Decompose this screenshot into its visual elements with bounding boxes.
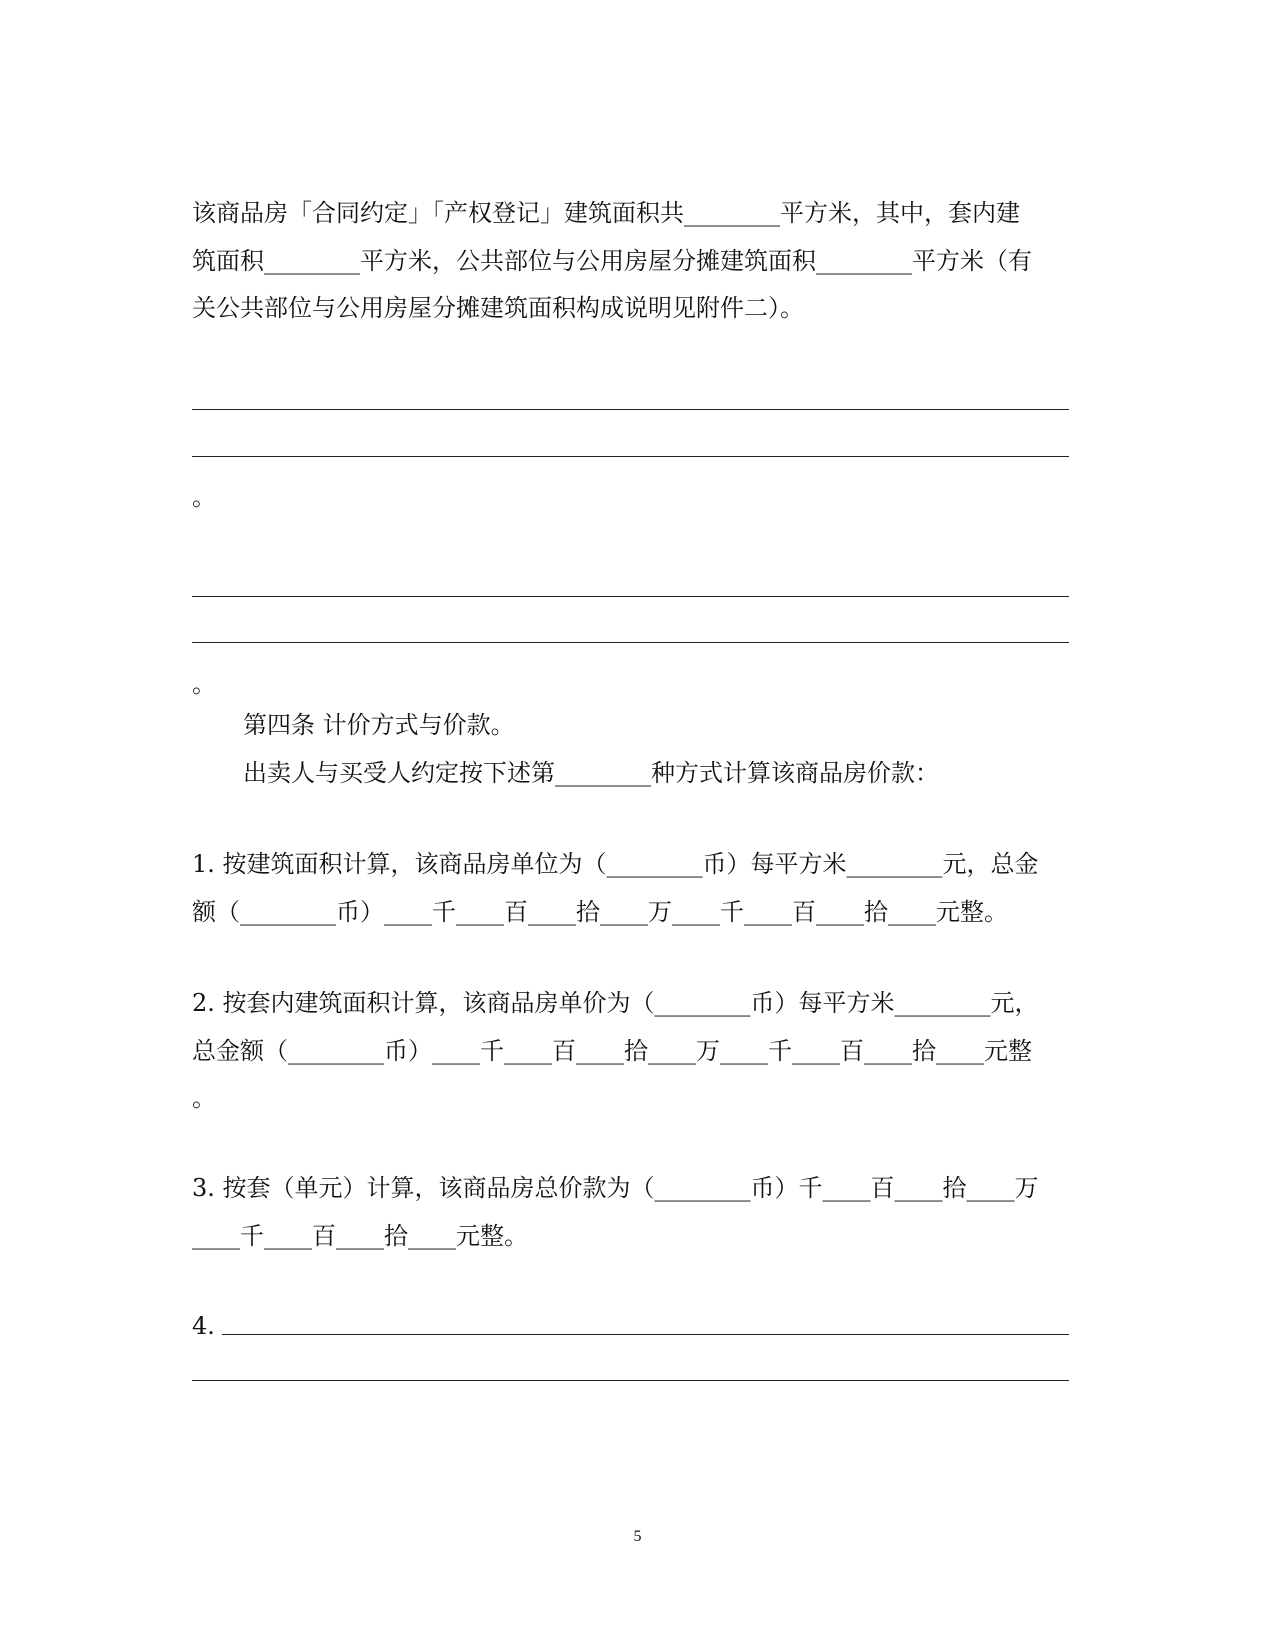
option-4-fill-rule	[192, 1380, 1069, 1381]
option-3-line-1-text: 3. 按套（单元）计算，该商品房总价款为（________币）千____百____拾____万	[192, 1174, 1039, 1202]
page-number: 5	[633, 1528, 642, 1545]
area-line-2	[192, 245, 1069, 277]
end-mark: 。	[192, 483, 216, 511]
option-1-line-1	[192, 848, 1069, 880]
blank-fill-rule	[192, 409, 1069, 410]
blank-fill-rule	[192, 456, 1069, 457]
option-4-fill-rule	[222, 1334, 1069, 1335]
blank-section-1-end	[192, 481, 1069, 513]
area-line-1	[192, 197, 1069, 229]
article-heading-text: 第四条 计价方式与价款。	[243, 711, 515, 739]
option-2-line-1	[192, 987, 1069, 1019]
option-2-line-3	[192, 1082, 1069, 1114]
area-line-3	[192, 292, 1069, 324]
area-line-1-text: 该商品房「合同约定」「产权登记」建筑面积共________平方米，其中，套内建	[192, 199, 1020, 227]
option-3-line-1	[192, 1172, 1069, 1204]
end-mark: 。	[192, 670, 216, 698]
option-2-line-1-text: 2. 按套内建筑面积计算，该商品房单价为（________币）每平方米________元，	[192, 989, 1039, 1017]
area-line-3-text: 关公共部位与公用房屋分摊建筑面积构成说明见附件二）。	[192, 294, 804, 322]
option-3-line-2	[192, 1220, 1069, 1252]
area-line-2-text: 筑面积________平方米，公共部位与公用房屋分摊建筑面积________平方米（有	[192, 247, 1032, 275]
option-1-line-2-text: 额（________币）____千____百____拾____万____千____百____拾____元整。	[192, 898, 1008, 926]
option-3-line-2-text: ____千____百____拾____元整。	[192, 1222, 528, 1250]
option-1-line-2	[192, 896, 1069, 928]
blank-section-2-end	[192, 668, 1069, 700]
option-2-line-2-text: 总金额（________币）____千____百____拾____万____千____百____拾____元整	[192, 1037, 1032, 1065]
blank-fill-rule	[192, 642, 1069, 643]
option-2-line-3-text: 。	[192, 1084, 216, 1112]
option-2-line-2	[192, 1035, 1069, 1067]
article-four-intro	[243, 757, 1069, 789]
option-1-line-1-text: 1. 按建筑面积计算，该商品房单位为（________币）每平方米________元，总金	[192, 850, 1039, 878]
blank-fill-rule	[192, 596, 1069, 597]
article-four-heading	[243, 709, 1069, 741]
option-4-number: 4.	[192, 1312, 215, 1340]
article-intro-text: 出卖人与买受人约定按下述第________种方式计算该商品房价款：	[243, 759, 939, 787]
